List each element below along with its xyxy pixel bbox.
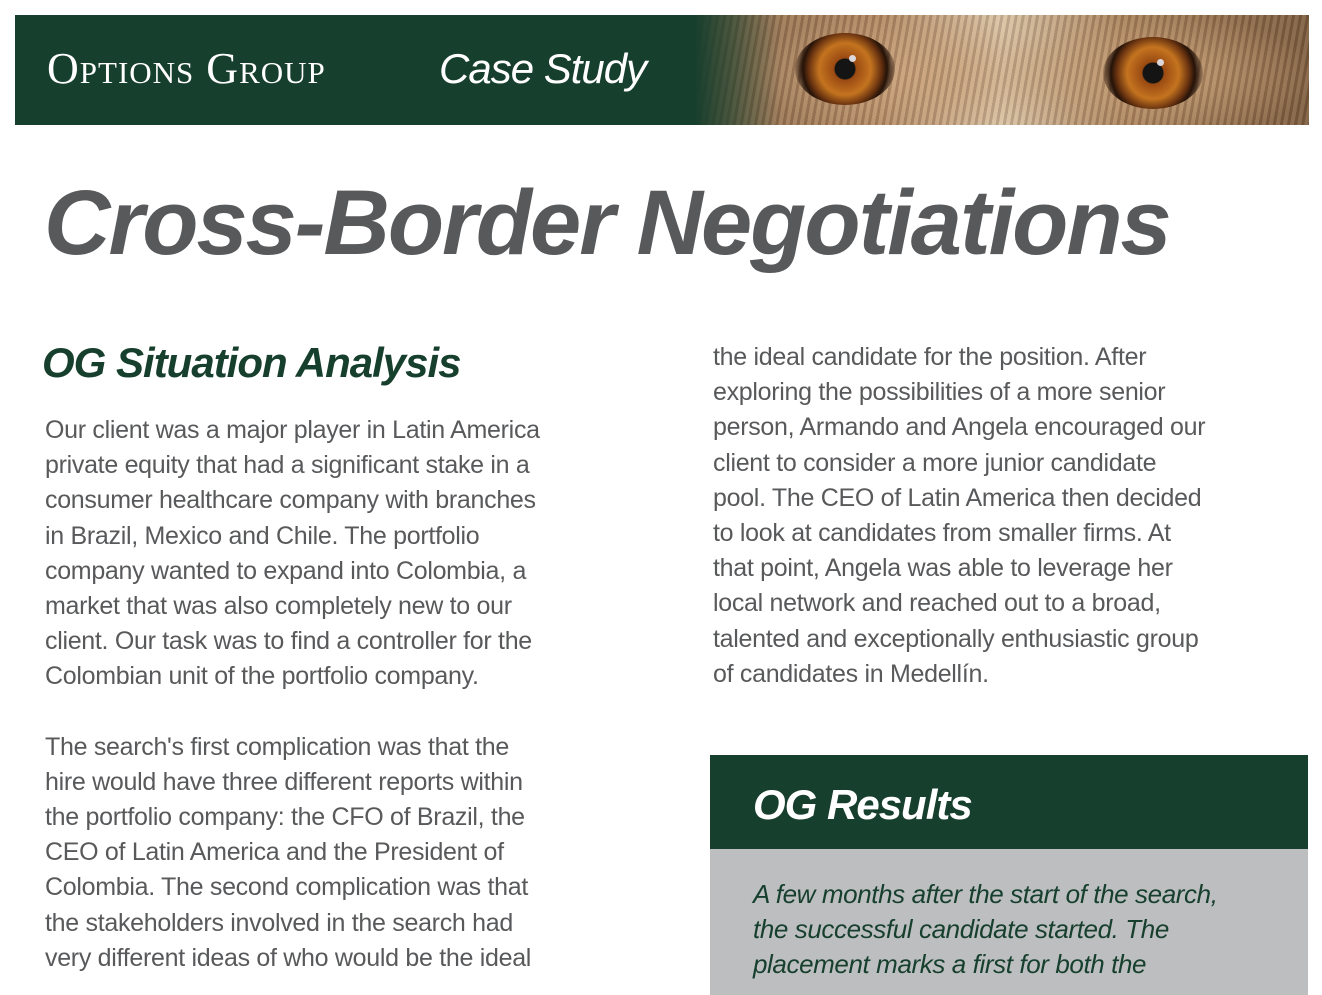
text-line: hire would have three different reports within <box>45 767 523 796</box>
text-line: of candidates in Medellín. <box>713 659 989 688</box>
left-column <box>42 335 625 976</box>
text-line: market that was also completely new to our <box>45 592 512 621</box>
text-line: that point, Angela was able to leverage her <box>713 554 1173 583</box>
situation-continuation <box>713 340 1308 692</box>
situation-paragraph-2 <box>45 730 625 976</box>
text-line: pool. The CEO of Latin America then decided <box>713 483 1202 512</box>
text-line: the successful candidate started. The <box>753 914 1169 944</box>
text-line: placement marks a first for both the <box>753 949 1147 979</box>
situation-paragraph-1 <box>45 413 625 695</box>
text-line: client. Our task was to find a controller for the <box>45 627 532 656</box>
text-line: local network and reached out to a broad, <box>713 589 1161 618</box>
text-line: The search's first complication was that the <box>45 732 509 761</box>
page-title: Cross-Border Negotiations <box>44 172 1170 274</box>
text-line: to look at candidates from smaller firms. At <box>713 519 1171 548</box>
results-text <box>710 849 1308 982</box>
text-line: person, Armando and Angela encouraged our <box>713 413 1206 442</box>
text-line: CEO of Latin America and the President of <box>45 838 504 867</box>
text-line: consumer healthcare company with branches <box>45 486 536 515</box>
text-line: the stakeholders involved in the search had <box>45 908 513 937</box>
situation-heading: OG Situation Analysis <box>42 339 461 386</box>
right-column <box>713 340 1308 692</box>
results-heading: OG Results <box>710 755 1308 849</box>
text-line: in Brazil, Mexico and Chile. The portfolio <box>45 521 480 550</box>
text-line: exploring the possibilities of a more senior <box>713 378 1166 407</box>
eye-left-icon <box>795 33 895 105</box>
text-line: Colombian unit of the portfolio company. <box>45 662 479 691</box>
text-line: talented and exceptionally enthusiastic group <box>713 624 1199 653</box>
brand-logo: Options Group <box>47 44 326 93</box>
text-line: private equity that had a significant stake in a <box>45 451 530 480</box>
text-line: the ideal candidate for the position. After <box>713 343 1147 371</box>
text-line: very different ideas of who would be the ideal <box>45 943 532 972</box>
banner-subtitle: Case Study <box>439 45 647 92</box>
text-line: company wanted to expand into Colombia, a <box>45 556 527 585</box>
results-box <box>710 755 1308 995</box>
header-banner <box>15 15 1309 125</box>
text-line: A few months after the start of the search, <box>753 879 1218 909</box>
lion-eyes-photo <box>695 15 1309 125</box>
eye-right-icon <box>1103 37 1203 109</box>
text-line: the portfolio company: the CFO of Brazil, the <box>45 803 525 832</box>
text-line: client to consider a more junior candidate <box>713 448 1157 477</box>
text-line: Our client was a major player in Latin America <box>45 416 540 444</box>
text-line: Colombia. The second complication was that <box>45 873 529 902</box>
